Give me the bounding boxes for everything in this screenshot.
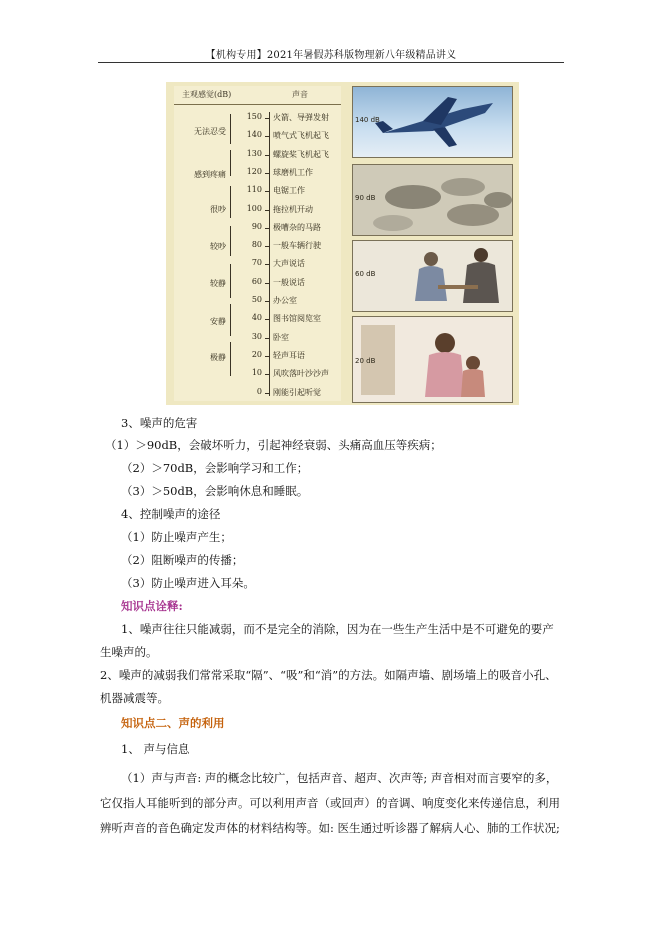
sound-and-information-title: 1、 声与信息 xyxy=(121,742,190,756)
decibel-value: 150 xyxy=(246,112,262,121)
decibel-value: 130 xyxy=(246,148,262,158)
sound-source: 极嘈杂的马路 xyxy=(273,222,321,232)
decibel-value: 100 xyxy=(246,203,262,213)
axis-tick xyxy=(265,228,270,229)
explanation-2-line-2: 机器减震等。 xyxy=(100,691,169,705)
people-talking-icon xyxy=(353,241,512,311)
axis-tick xyxy=(265,301,270,302)
decibel-scale-panel xyxy=(174,86,341,401)
section-3-title: 3、噪声的危害 xyxy=(121,416,198,430)
noise-level-figure xyxy=(166,82,519,405)
sound-source: 电锯工作 xyxy=(273,186,305,196)
axis-tick xyxy=(265,374,270,375)
level-label: 较吵 xyxy=(210,242,226,251)
photo-whisper xyxy=(352,316,513,403)
sound-source: 喷气式飞机起飞 xyxy=(273,131,329,141)
decibel-value: 50 xyxy=(251,295,262,304)
mother-child-icon xyxy=(353,317,512,402)
level-label: 极静 xyxy=(210,353,226,362)
control-item-3: （3）防止噪声进入耳朵。 xyxy=(121,576,255,590)
sound-source: 刚能引起听觉 xyxy=(273,387,321,397)
sound-source: 火箭、导弹发射 xyxy=(273,113,329,122)
control-item-1: （1）防止噪声产生； xyxy=(121,530,232,544)
section-4-title: 4、控制噪声的途径 xyxy=(121,507,221,521)
sound-source: 图书馆阅览室 xyxy=(273,314,321,324)
decibel-value: 60 xyxy=(251,276,262,286)
explanation-title: 知识点诠释: xyxy=(121,599,183,613)
decibel-value: 10 xyxy=(251,368,262,378)
axis-tick xyxy=(265,393,270,394)
harm-item-3: （3）＞50dB，会影响休息和睡眠。 xyxy=(121,484,309,498)
decibel-value: 120 xyxy=(246,166,262,176)
axis-tick xyxy=(265,191,270,192)
sound-source: 卧室 xyxy=(273,332,289,342)
decibel-value: 0 xyxy=(256,386,262,396)
axis-tick xyxy=(265,338,270,339)
photo-traffic xyxy=(352,164,513,236)
photo-label: 140 dB xyxy=(355,116,380,124)
control-item-2: （2）阻断噪声的传播； xyxy=(121,553,244,567)
sound-source: 大声说话 xyxy=(273,259,305,269)
photo-jet-plane xyxy=(352,86,513,158)
level-label: 安静 xyxy=(210,317,226,326)
harm-item-1: （1）＞90dB，会破坏听力，引起神经衰弱、头痛高血压等疾病； xyxy=(105,438,442,452)
decibel-value: 90 xyxy=(251,221,262,231)
decibel-value: 70 xyxy=(251,258,262,268)
level-label: 无法忍受 xyxy=(194,127,226,136)
header-rule xyxy=(98,62,564,63)
paragraph-line-3: 辨听声音的音色确定发声体的材料结构等。如: 医生通过听诊器了解病人心、肺的工作状况; xyxy=(100,821,560,835)
subjective-column-header: 主观感觉(dB) xyxy=(182,90,232,99)
photo-label: 60 dB xyxy=(355,270,376,278)
axis-tick xyxy=(265,264,270,265)
explanation-2-line-1: 2、噪声的减弱我们常常采取“隔”、“吸”和“消”的方法。如隔声墙、剧场墙上的吸音小孔、 xyxy=(100,668,557,682)
harm-item-2: （2）＞70dB，会影响学习和工作； xyxy=(121,461,309,475)
axis-tick xyxy=(265,118,270,119)
decibel-value: 80 xyxy=(251,240,262,250)
sound-source: 轻声耳语 xyxy=(273,350,305,360)
level-label: 较静 xyxy=(210,279,226,288)
sound-source: 球磨机工作 xyxy=(273,167,313,177)
paragraph-line-1: （1）声与声音: 声的概念比较广，包括声音、超声、次声等; 声音相对而言要窄的多， xyxy=(121,771,558,785)
sound-source: 拖拉机开动 xyxy=(273,204,313,214)
scale-header xyxy=(174,86,341,105)
axis-tick xyxy=(265,283,270,284)
sound-source: 一般车辆行驶 xyxy=(273,241,321,251)
axis-tick xyxy=(265,173,270,174)
sound-column-header: 声音 xyxy=(292,90,308,99)
decibel-value: 20 xyxy=(251,349,262,359)
page-header: 【机构专用】2021年暑假苏科版物理新八年级精品讲义 xyxy=(205,50,457,61)
sound-source: 办公室 xyxy=(273,296,297,305)
explanation-1-line-2: 生噪声的。 xyxy=(100,645,158,659)
paragraph-line-2: 它仅指人耳能听到的部分声。可以利用声音（或回声）的音调、响度变化来传递信息，利用 xyxy=(100,796,560,810)
axis-tick xyxy=(265,136,270,137)
photo-conversation xyxy=(352,240,513,312)
cars-icon xyxy=(353,165,512,235)
axis-tick xyxy=(265,210,270,211)
axis-tick xyxy=(265,356,270,357)
sound-source: 一般说话 xyxy=(273,277,305,287)
decibel-value: 30 xyxy=(251,331,262,341)
decibel-value: 40 xyxy=(251,313,262,323)
photo-label: 90 dB xyxy=(355,194,376,202)
explanation-1-line-1: 1、噪声往往只能减弱，而不是完全的消除，因为在一些生产生活中是不可避免的要产 xyxy=(121,622,554,636)
level-label: 感到疼痛 xyxy=(194,170,226,179)
knowledge-point-2-title: 知识点二、声的利用 xyxy=(121,716,225,730)
axis-tick xyxy=(265,246,270,247)
sound-source: 螺旋桨飞机起飞 xyxy=(273,149,329,159)
decibel-value: 110 xyxy=(246,185,262,195)
axis-tick xyxy=(265,155,270,156)
photo-label: 20 dB xyxy=(355,357,376,365)
decibel-value: 140 xyxy=(246,130,262,140)
level-label: 很吵 xyxy=(210,205,226,214)
axis-tick xyxy=(265,319,270,320)
sound-source: 风吹落叶沙沙声 xyxy=(273,369,329,379)
